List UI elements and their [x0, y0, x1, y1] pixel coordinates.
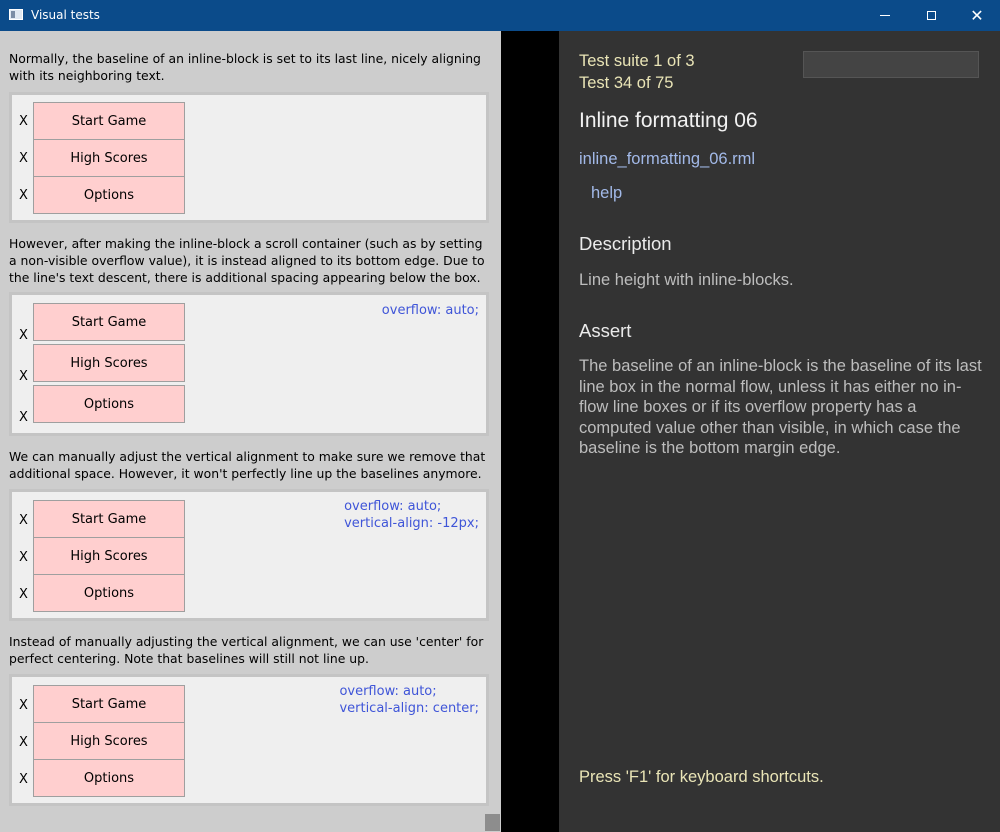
options-button[interactable]: Options: [33, 574, 185, 612]
x-label: X: [19, 369, 28, 384]
start-game-button[interactable]: Start Game: [33, 500, 185, 538]
demo-box-overflow-auto: [9, 292, 489, 436]
start-game-button[interactable]: Start Game: [33, 303, 185, 341]
description-text: Line height with inline-blocks.: [579, 271, 794, 289]
options-button[interactable]: Options: [33, 176, 185, 214]
x-label: X: [19, 328, 28, 343]
x-label: X: [19, 698, 28, 713]
assert-heading: Assert: [579, 320, 632, 341]
css-note: overflow: auto;: [381, 303, 479, 318]
x-label: X: [19, 587, 28, 602]
center-align-paragraph: Instead of manually adjusting the vertical alignment, we can use 'center' for perfect centering. Note that baselines will still not line up.: [9, 634, 484, 666]
scroll-container-paragraph: However, after making the inline-block a scroll container (such as by setting a non-visible overflow value), it is instead aligned to its bottom edge. Due to the line's text descent, there is additional spacing appearing below the box.: [9, 236, 485, 285]
x-label: X: [19, 151, 28, 166]
minimize-icon: [880, 15, 890, 16]
suite-counter: Test suite 1 of 3: [579, 52, 695, 70]
window-titlebar: [0, 0, 1000, 31]
high-scores-button[interactable]: High Scores: [33, 537, 185, 575]
vertical-align-paragraph: We can manually adjust the vertical alignment to make sure we remove that additional space. However, it won't perfectly line up the baselines anymore.: [9, 449, 486, 481]
css-note: overflow: auto; vertical-align: -12px;: [344, 499, 479, 531]
test-title: Inline formatting 06: [579, 109, 758, 132]
x-label: X: [19, 550, 28, 565]
window-title: Visual tests: [31, 8, 100, 22]
x-label: X: [19, 114, 28, 129]
test-info-panel: [559, 31, 1000, 832]
options-button[interactable]: Options: [33, 759, 185, 797]
maximize-icon: [927, 11, 936, 20]
test-counter: Test 34 of 75: [579, 74, 674, 92]
demo-box-default: [9, 92, 489, 223]
help-link[interactable]: help: [591, 184, 623, 202]
high-scores-button[interactable]: High Scores: [33, 722, 185, 760]
close-button[interactable]: [954, 0, 1000, 31]
scroll-resize-handle[interactable]: [485, 814, 500, 831]
test-document-panel: [0, 31, 501, 832]
intro-paragraph: Normally, the baseline of an inline-block is set to its last line, nicely aligning with its neighboring text.: [9, 51, 481, 83]
description-heading: Description: [579, 233, 672, 254]
css-note: overflow: auto; vertical-align: center;: [339, 684, 479, 716]
source-file-link[interactable]: inline_formatting_06.rml: [579, 150, 756, 168]
test-progress: [579, 50, 695, 94]
x-label: X: [19, 188, 28, 203]
x-label: X: [19, 735, 28, 750]
maximize-button[interactable]: [908, 0, 954, 31]
keyboard-shortcuts-hint: Press 'F1' for keyboard shortcuts.: [579, 768, 824, 786]
app-window-icon: [9, 9, 23, 20]
x-label: X: [19, 513, 28, 528]
x-label: X: [19, 410, 28, 425]
minimize-button[interactable]: [862, 0, 908, 31]
demo-box-vertical-align-offset: [9, 489, 489, 621]
close-icon: ✕: [970, 5, 984, 25]
x-label: X: [19, 772, 28, 787]
options-button[interactable]: Options: [33, 385, 185, 423]
start-game-button[interactable]: Start Game: [33, 685, 185, 723]
filter-input[interactable]: [803, 51, 979, 78]
high-scores-button[interactable]: High Scores: [33, 139, 185, 177]
start-game-button[interactable]: Start Game: [33, 102, 185, 140]
assert-text: The baseline of an inline-block is the baseline of its last line box in the normal flow, unless it has either no in-flow line boxes or if its overflow property has a computed value other than visible, in which case the baseline is the bottom margin edge.: [579, 357, 982, 457]
high-scores-button[interactable]: High Scores: [33, 344, 185, 382]
demo-box-vertical-align-center: [9, 674, 489, 806]
